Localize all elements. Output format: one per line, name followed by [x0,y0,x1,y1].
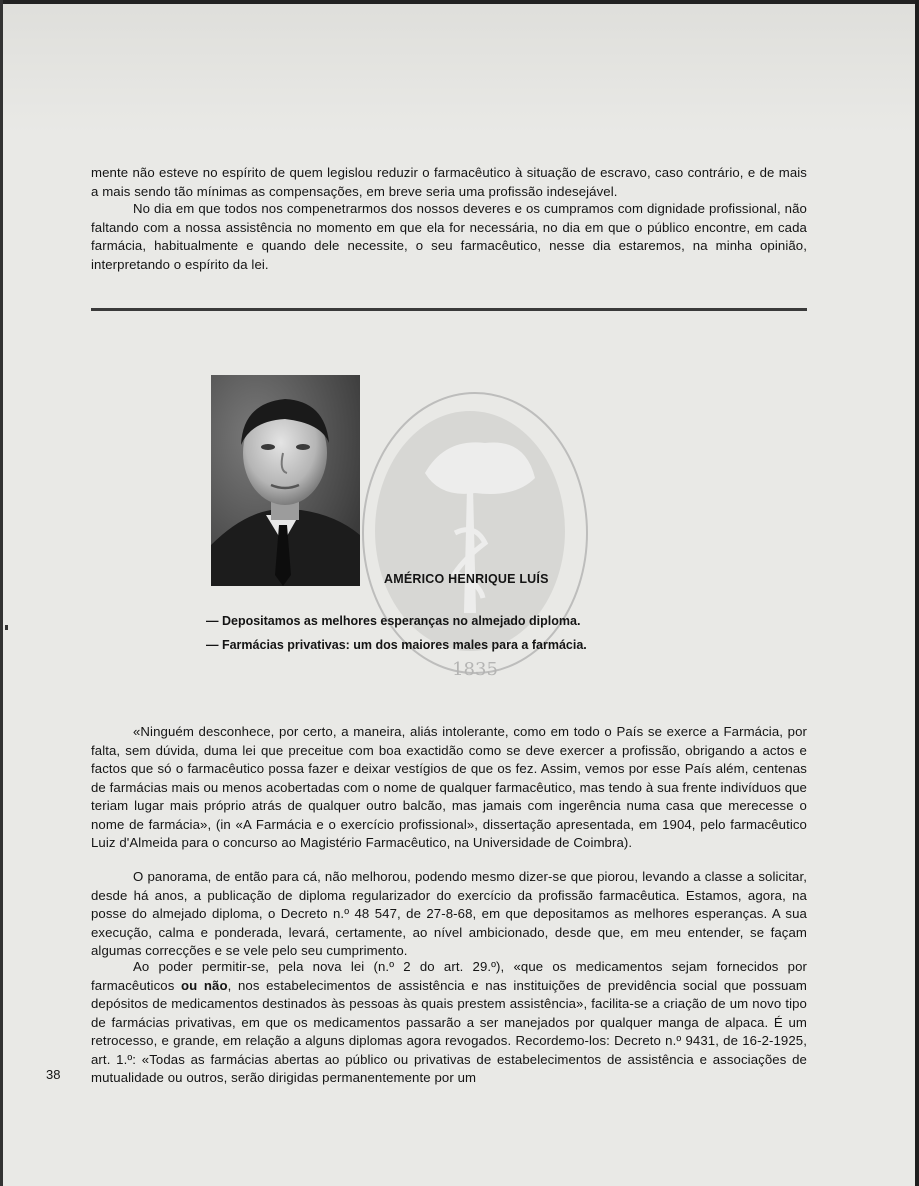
headline-1: — Depositamos as melhores esperanças no almejado diploma. [206,614,581,628]
scan-speck [5,625,8,630]
scan-border-left [0,0,3,1186]
author-name: AMÉRICO HENRIQUE LUÍS [384,572,549,586]
intro-paragraph-1: mente não esteve no espírito de quem legislou reduzir o farmacêutico à situação de escravo, caso contrário, e de mais a mais sendo tão mínimas as compensações, em breve seria uma profissão indesejável. [91,165,807,199]
article-paragraph-3-emphasis: ou não [180,977,228,993]
article-paragraph-3-part-a: Ao poder permitir-se, pela nova lei (n.º 2 do art. 29.º), «que os medicamentos sejam fornecidos por farmacêuticos [91,959,807,993]
scan-shading [3,4,915,134]
author-portrait [211,375,360,586]
article-paragraph-2: O panorama, de então para cá, não melhorou, podendo mesmo dizer-se que piorou, levando a classe a solicitar, desde há anos, a publicação de diploma regularizador do exercício da profissão farmacêutica. Estamos, agora, na posse do almejado diploma, o Decreto n.º 48 547, de 27-8-68, em que depositamos as melhores esperanças. A sua execução, calma e ponderada, levará, certamente, ao nível ambicionado, desde que, em meu entender, se façam algumas correcções e se vele pelo seu cumprimento. [91,869,807,958]
watermark-year: 1835 [452,659,498,680]
page-number: 38 [46,1067,61,1082]
headline-2: — Farmácias privativas: um dos maiores males para a farmácia. [206,638,587,652]
section-divider [91,308,807,311]
article-paragraph-3-part-b: , nos estabelecimentos de assistência e nas instituições de previdência social que possuam depósitos de medicamentos destinados às pessoas às quais prestem assistência», facilita-se a criação de um novo tipo de farmácias privativas, em que os medicamentos passarão a ser manejados por qualquer manga de alpaca. É um retrocesso, e grande, em relação a alguns diplomas agora revogados. Recordemo-los: Decreto n.º 9431, de 16-2-1925, art. 1.º: «Todas as farmácias abertas ao público ou privativas de estabelecimentos de assistência e associações de mutualidade ou outros, serão dirigidas permanentemente por um [91,977,807,1085]
article-paragraph-3 [91,958,807,1088]
scan-border-right [915,0,919,1186]
article-paragraph-1: «Ninguém desconhece, por certo, a maneira, aliás intolerante, como em todo o País se exerce a Farmácia, por falta, sem dúvida, duma lei que preceitue com boa exactidão como se deve exercer a profissão, obrigando a actos e factos que só o farmacêutico possa fazer e deixar vestígios de que os fez. Assim, vemos por esse País além, centenas de farmácias mais ou menos acobertadas com o nome de qualquer farmacêutico, mas tendo à sua frente indivíduos que teriam lugar mais próprio atrás de qualquer outro balcão, mas jamais com ingerência numa casa que merecesse o nome de farmácia», (in «A Farmácia e o exercício profissional», dissertação apresentada, em 1904, pelo farmacêutico Luiz d'Almeida para o concurso ao Magistério Farmacêutico, na Universidade de Coimbra). [91,724,807,850]
intro-paragraph-2: No dia em que todos nos compenetrarmos dos nossos deveres e os cumpramos com dignidade profissional, não faltando com a nossa assistência no momento em que ela for necessária, no dia em que o público encontre, em cada farmácia, habitualmente e quando dele necessite, o seu farmacêutico, nesse dia estaremos, na minha opinião, interpretando o espírito da lei. [91,201,807,272]
